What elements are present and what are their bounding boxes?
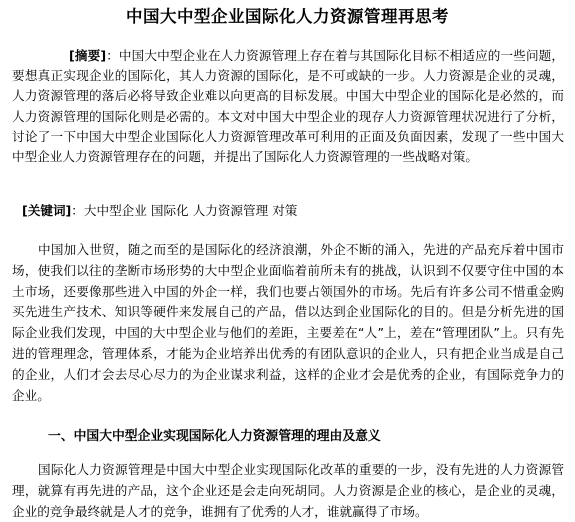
section-heading: 一、中国大中型企业实现国际化人力资源管理的理由及意义: [48, 429, 381, 444]
keywords-label: [关键词]: [22, 203, 72, 218]
abstract-paragraph: [12, 46, 564, 167]
body-paragraph-1: 中国加入世贸，随之而至的是国际化的经济浪潮，外企不断的涌入，先进的产品充斥着中国市场，使我们以往的垄断市场形势的大中型企业面临着前所未有的挑战，认识到不仅要守住中国的本土市场，还要像那些进入中国的外企一样，我们也要占领国外的市场。先后有许多公司不惜重金购买先进生产技术、知识等硬件来发展自己的产品，借以达到企业国际化的目的。但是分析先进的国际企业我们发现，中国的大中型企业与他们的差距，主要差在“人”上，差在“管理团队”上。只有先进的管理理念，管理体系，才能为企业培养出优秀的有团队意识的企业人，只有把企业当成是自己的企业，人们才会去尽心尽力的为企业谋求利益，这样的企业才会是优秀的企业，有国际竞争力的企业。: [12, 242, 564, 403]
keywords-line: [22, 201, 562, 221]
document-title: 中国大中型企业国际化人力资源管理再思考: [126, 7, 449, 26]
body-paragraph-2: 国际化人力资源管理是中国大中型企业实现国际化改革的重要的一步，没有先进的人力资源管理，就算有再先进的产品，这个企业还是会走向死胡同。人力资源是企业的核心，是企业的灵魂，企业的竞争最终就是人才的竞争，谁拥有了优秀的人才，谁就赢得了市场。: [12, 462, 564, 519]
abstract-text: ：中国大中型企业在人力资源管理上存在着与其国际化目标不相适应的一些问题，要想真正实现企业的国际化，其人力资源的国际化，是不可或缺的一步。人力资源是企业的灵魂，人力资源管理的落后必将导致企业难以向更高的目标发展。中国大中型企业的国际化是必然的，而人力资源管理的国际化则是必需的。本文对中国大中型企业的现存人力资源管理状况进行了分析，讨论了一下中国大中型企业国际化人力资源管理改革可利用的正面及负面因素，发现了一些中国大中型企业人力资源管理存在的问题，并提出了国际化人力资源管理的一些战略对策。: [12, 48, 564, 165]
abstract-label: [摘要]: [69, 48, 107, 63]
keywords-text: ：大中型企业 国际化 人力资源管理 对策: [71, 203, 298, 218]
